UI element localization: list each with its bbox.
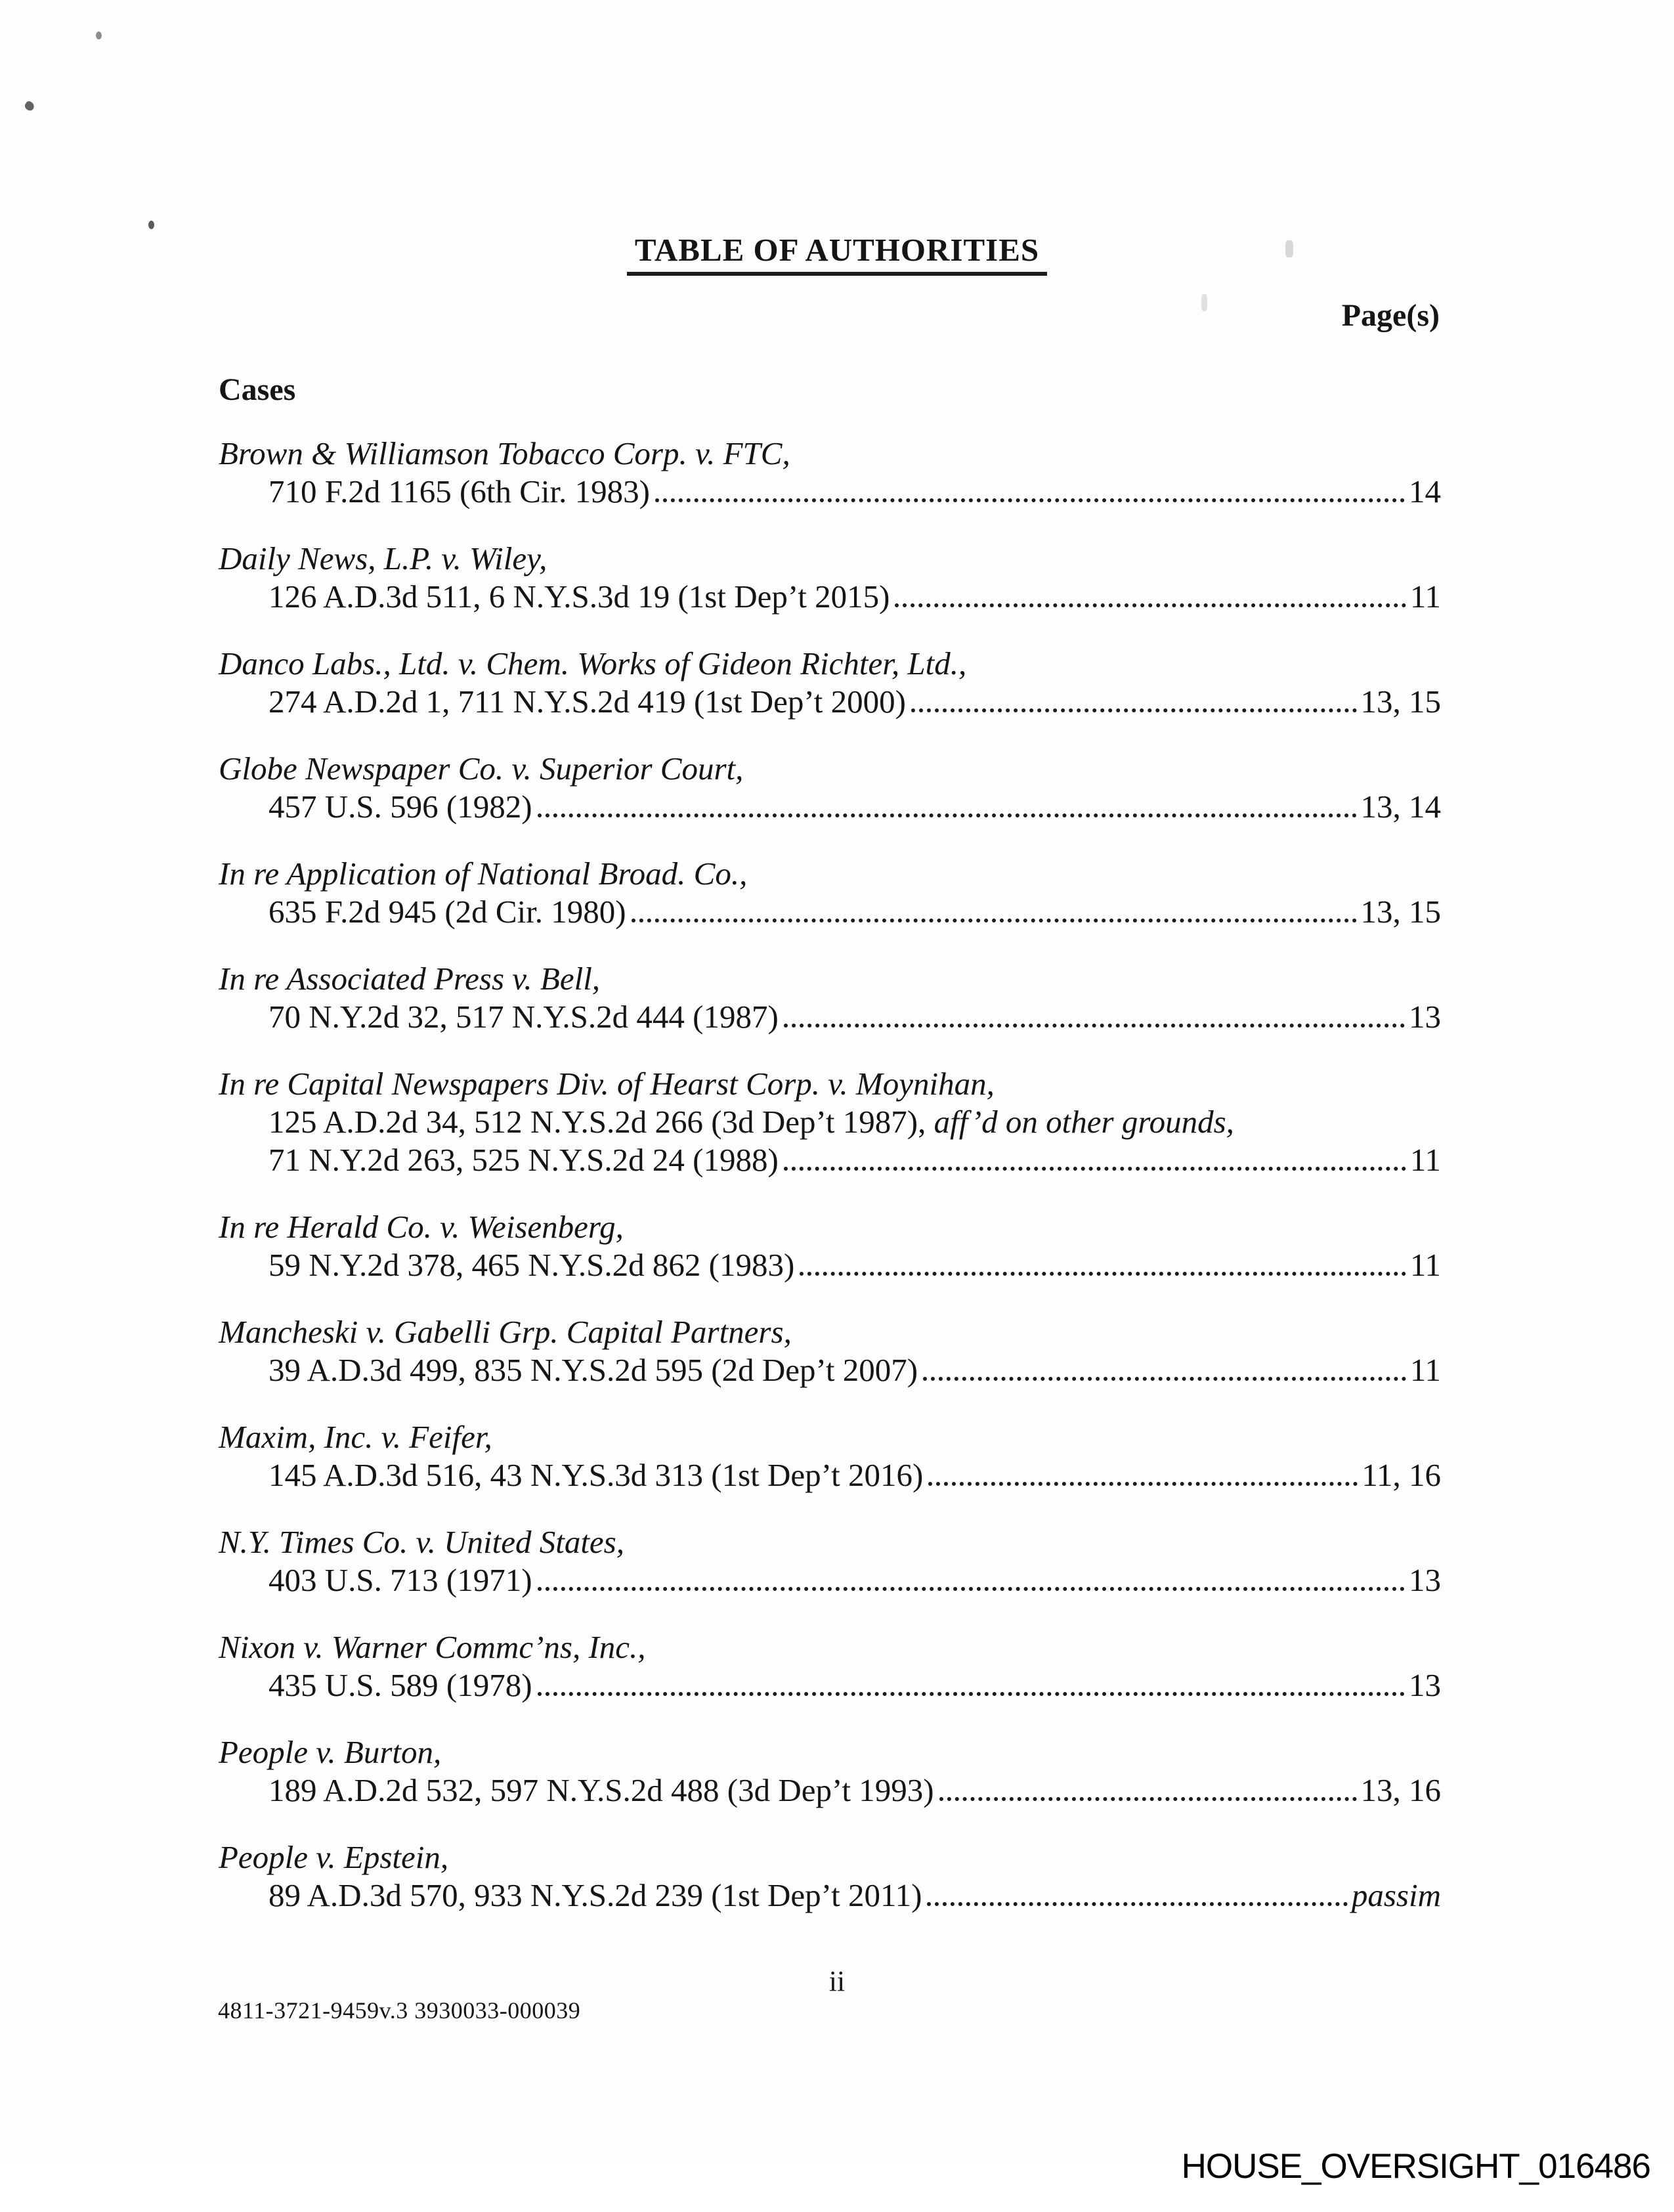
citation-text-segment: 710 F.2d 1165 (6th Cir. 1983) xyxy=(268,473,650,510)
case-entry xyxy=(219,1418,1441,1494)
page-reference: passim xyxy=(1351,1877,1441,1913)
citation-text-segment: 89 A.D.3d 570, 933 N.Y.S.2d 239 (1st Dep’t 2011) xyxy=(268,1877,922,1913)
case-name: N.Y. Times Co. v. United States, xyxy=(219,1524,625,1560)
citation-text-italic: aff’d on other grounds, xyxy=(934,1104,1234,1140)
citation-line xyxy=(219,1141,1441,1179)
case-name: People v. Burton, xyxy=(219,1734,442,1770)
case-name: People v. Epstein, xyxy=(219,1839,449,1875)
case-entry xyxy=(219,435,1441,511)
page-reference: 13, 14 xyxy=(1360,789,1441,825)
case-entry xyxy=(219,540,1441,616)
citation-text-segment: 635 F.2d 945 (2d Cir. 1980) xyxy=(268,894,626,930)
folio-page-number: ii xyxy=(828,1965,846,1997)
citation-text xyxy=(268,683,906,721)
case-entry xyxy=(219,1065,1441,1179)
scan-speck xyxy=(1201,294,1207,311)
section-heading-cases: Cases xyxy=(219,372,296,407)
citation-text-segment: 39 A.D.3d 499, 835 N.Y.S.2d 595 (2d Dep’t 2007) xyxy=(268,1352,918,1388)
case-entry xyxy=(219,1313,1441,1389)
citation-line xyxy=(219,1246,1441,1284)
citation-text xyxy=(268,473,650,511)
pages-column-header: Page(s) xyxy=(1341,298,1440,333)
page-title: TABLE OF AUTHORITIES xyxy=(627,231,1047,276)
citation-text-segment: 145 A.D.3d 516, 43 N.Y.S.3d 313 (1st Dep’t 2016) xyxy=(268,1457,924,1493)
page-reference: 11 xyxy=(1409,1247,1441,1283)
scan-speck xyxy=(96,32,102,39)
citation-text-segment: 71 N.Y.2d 263, 525 N.Y.S.2d 24 (1988) xyxy=(268,1142,779,1178)
case-entry xyxy=(219,1523,1441,1599)
title-row xyxy=(0,231,1674,276)
citation-line xyxy=(219,1666,1441,1704)
case-entry xyxy=(219,1628,1441,1704)
page-reference: 11 xyxy=(1409,1352,1441,1388)
case-entry xyxy=(219,960,1441,1036)
citation-text xyxy=(268,893,626,931)
case-name: Daily News, L.P. v. Wiley, xyxy=(219,540,547,576)
case-entry xyxy=(219,1208,1441,1284)
page-reference: 11, 16 xyxy=(1362,1457,1441,1493)
case-name: Danco Labs., Ltd. v. Chem. Works of Gideon Richter, Ltd., xyxy=(219,645,967,682)
authorities-list xyxy=(219,435,1441,1943)
citation-text-segment: 189 A.D.2d 532, 597 N.Y.S.2d 488 (3d Dep’t 1993) xyxy=(268,1772,934,1808)
dot-leader xyxy=(784,1024,1405,1028)
dot-leader xyxy=(538,1692,1405,1696)
citation-line xyxy=(219,1876,1441,1915)
citation-text xyxy=(268,788,532,826)
citation-text xyxy=(268,578,890,616)
case-name: Brown & Williamson Tobacco Corp. v. FTC, xyxy=(219,435,790,471)
scan-speck xyxy=(148,221,154,229)
citation-text xyxy=(268,1246,794,1284)
dot-leader xyxy=(928,1482,1358,1486)
citation-text xyxy=(268,1456,923,1494)
page-reference: 11 xyxy=(1409,1142,1441,1178)
citation-line xyxy=(219,998,1441,1036)
scan-speck xyxy=(24,100,36,112)
case-entry xyxy=(219,645,1441,721)
case-name: In re Associated Press v. Bell, xyxy=(219,961,601,997)
citation-text xyxy=(268,1561,532,1599)
citation-text-segment: 126 A.D.3d 511, 6 N.Y.S.3d 19 (1st Dep’t 2015) xyxy=(268,578,890,615)
dot-leader xyxy=(655,498,1405,502)
page-reference: 13 xyxy=(1409,1562,1441,1598)
citation-text xyxy=(268,1351,918,1389)
citation-text-segment: 403 U.S. 713 (1971) xyxy=(268,1562,532,1598)
citation-line xyxy=(219,1561,1441,1599)
page-reference: 13 xyxy=(1409,999,1441,1035)
citation-line xyxy=(219,473,1441,511)
bates-stamp: HOUSE_OVERSIGHT_016486 xyxy=(1181,2147,1650,2186)
dot-leader xyxy=(632,919,1357,922)
page-reference: 13, 15 xyxy=(1360,894,1441,930)
dot-leader xyxy=(911,708,1357,712)
citation-text-segment: 457 U.S. 596 (1982) xyxy=(268,789,532,825)
citation-line xyxy=(219,1771,1441,1810)
dot-leader xyxy=(800,1272,1406,1276)
case-entry xyxy=(219,1733,1441,1810)
dot-leader xyxy=(939,1797,1357,1801)
citation-line xyxy=(219,683,1441,721)
case-name: In re Herald Co. v. Weisenberg, xyxy=(219,1209,624,1245)
case-name: In re Application of National Broad. Co., xyxy=(219,856,748,892)
citation-text-segment: 435 U.S. 589 (1978) xyxy=(268,1667,532,1703)
case-entry xyxy=(219,750,1441,826)
case-name: Mancheski v. Gabelli Grp. Capital Partners, xyxy=(219,1314,792,1350)
citation-line xyxy=(219,893,1441,931)
citation-text-segment: 125 A.D.2d 34, 512 N.Y.S.2d 266 (3d Dep’t 1987), xyxy=(268,1104,934,1140)
citation-text-segment: 70 N.Y.2d 32, 517 N.Y.S.2d 444 (1987) xyxy=(268,999,779,1035)
citation-text xyxy=(268,998,779,1036)
citation-line xyxy=(219,1351,1441,1389)
citation-text xyxy=(268,1666,532,1704)
page-reference: 14 xyxy=(1409,473,1441,510)
citation-text xyxy=(268,1141,779,1179)
citation-line xyxy=(219,1456,1441,1494)
page-reference: 13, 15 xyxy=(1360,683,1441,720)
dot-leader xyxy=(784,1167,1406,1171)
case-name: In re Capital Newspapers Div. of Hearst Corp. v. Moynihan, xyxy=(219,1066,995,1102)
page-reference: 13, 16 xyxy=(1360,1772,1441,1808)
case-name: Nixon v. Warner Commc’ns, Inc., xyxy=(219,1629,646,1665)
case-entry xyxy=(219,1838,1441,1915)
dot-leader xyxy=(895,603,1406,607)
case-name: Globe Newspaper Co. v. Superior Court, xyxy=(219,750,744,787)
page-reference: 11 xyxy=(1409,578,1441,615)
dot-leader xyxy=(927,1902,1347,1906)
citation-line xyxy=(219,578,1441,616)
dot-leader xyxy=(923,1377,1406,1381)
citation-line xyxy=(219,1103,1441,1141)
dot-leader xyxy=(538,1587,1405,1591)
citation-text xyxy=(268,1771,934,1810)
citation-line xyxy=(219,788,1441,826)
dot-leader xyxy=(538,813,1357,817)
citation-text-segment: 274 A.D.2d 1, 711 N.Y.S.2d 419 (1st Dep’t 2000) xyxy=(268,683,906,720)
page-reference: 13 xyxy=(1409,1667,1441,1703)
citation-text xyxy=(268,1103,1234,1141)
citation-text xyxy=(268,1876,922,1915)
citation-text-segment: 59 N.Y.2d 378, 465 N.Y.S.2d 862 (1983) xyxy=(268,1247,795,1283)
case-name: Maxim, Inc. v. Feifer, xyxy=(219,1419,492,1455)
document-control-number: 4811-3721-9459v.3 3930033-000039 xyxy=(218,1997,581,2024)
case-entry xyxy=(219,855,1441,931)
